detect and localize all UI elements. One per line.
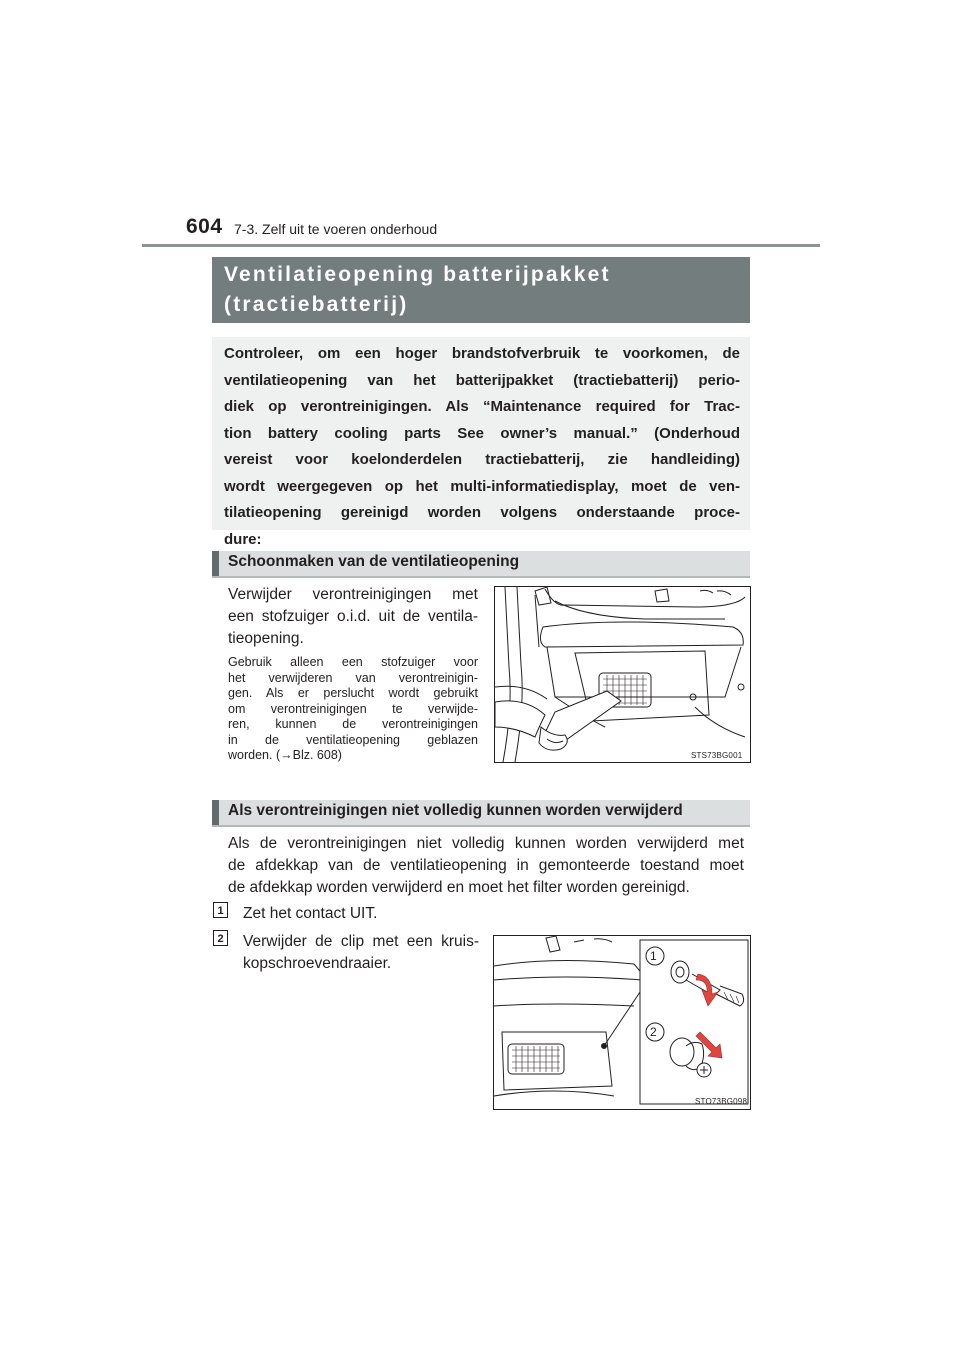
- header-rule: [142, 244, 820, 247]
- figure-code: STS73BG001: [691, 751, 743, 760]
- note-line: worden. (→Blz. 608): [228, 748, 342, 762]
- intro-line: vereist voor koelonderdelen tractiebatterij, zie handleiding): [224, 451, 740, 468]
- title-banner: [212, 257, 750, 323]
- note-line: het verwijderen van verontreinigin-: [228, 670, 478, 685]
- section2-body-line: de afdekkap van de ventilatieopening in gemonteerde toestand moet: [228, 857, 744, 874]
- intro-box: [212, 337, 750, 548]
- section1-body: [228, 584, 478, 650]
- section2-heading-bar: [212, 800, 219, 825]
- intro-line: ventilatieopening van het batterijpakket (tractiebatterij) perio-: [224, 371, 740, 389]
- section2-body: [228, 833, 744, 899]
- intro-line: diek op verontreinigingen. Als “Maintenance required for Trac-: [224, 398, 740, 415]
- section1-body-line: een stofzuiger o.i.d. uit de ventila-: [228, 608, 478, 625]
- section1-heading-text: Schoonmaken van de ventilatieopening: [228, 553, 520, 570]
- step-2-line: kopschroevendraaier.: [243, 955, 392, 972]
- vacuum-vent-illustration: [494, 586, 751, 763]
- section1-heading-bar: [212, 551, 219, 576]
- title-line-2: (tractiebatterij): [224, 293, 409, 316]
- step-number-1: 1: [213, 902, 228, 918]
- intro-paragraph: [224, 341, 740, 553]
- note-line: ren, kunnen de verontreinigingen: [228, 717, 478, 731]
- intro-line: Controleer, om een hoger brandstofverbruik te voorkomen, de: [224, 345, 740, 362]
- intro-line: tion battery cooling parts See owner’s manual.” (Onderhoud: [224, 424, 740, 442]
- step-2-line: Verwijder de clip met een kruis-: [243, 933, 479, 950]
- section2-body-line: Als de verontreinigingen niet volledig kunnen worden verwijderd met: [228, 835, 744, 852]
- page-number: 604: [186, 215, 223, 238]
- step-1-text: Zet het contact UIT.: [243, 905, 378, 922]
- section-path: 7-3. Zelf uit te voeren onderhoud: [234, 221, 438, 237]
- note-line: gen. Als er perslucht wordt gebruikt: [228, 686, 478, 700]
- figure-callout-1: 1: [650, 949, 657, 963]
- section2-heading: [212, 800, 750, 825]
- clip-removal-illustration: [493, 935, 751, 1110]
- clip-removal-drawing: [494, 936, 750, 1109]
- note-line: om verontreinigingen te verwijde-: [228, 701, 478, 716]
- figure-code: STO73BG098: [695, 1097, 748, 1106]
- step-2-text: [243, 931, 479, 975]
- intro-line: tilatieopening gereinigd worden volgens onderstaande proce-: [224, 504, 740, 521]
- section2-body-line: de afdekkap worden verwijderd en moet het filter worden gereinigd.: [228, 879, 690, 896]
- section1-heading: [212, 551, 750, 576]
- intro-line: wordt weergegeven op het multi-informatiedisplay, moet de ven-: [224, 477, 740, 495]
- section1-body-line: Verwijder verontreinigingen met: [228, 586, 478, 603]
- step-number-2: 2: [213, 930, 228, 946]
- figure-callout-2: 2: [650, 1025, 657, 1039]
- title-line-1: Ventilatieopening batterijpakket: [224, 263, 611, 286]
- section1-note: [228, 655, 478, 764]
- intro-line: dure:: [224, 530, 262, 548]
- vacuum-vent-drawing: [495, 587, 750, 762]
- section2-heading-text: Als verontreinigingen niet volledig kunnen worden verwijderd: [228, 802, 683, 819]
- section1-body-line: tieopening.: [228, 630, 304, 647]
- note-line: in de ventilatieopening geblazen: [228, 732, 478, 747]
- note-line: Gebruik alleen een stofzuiger voor: [228, 655, 478, 669]
